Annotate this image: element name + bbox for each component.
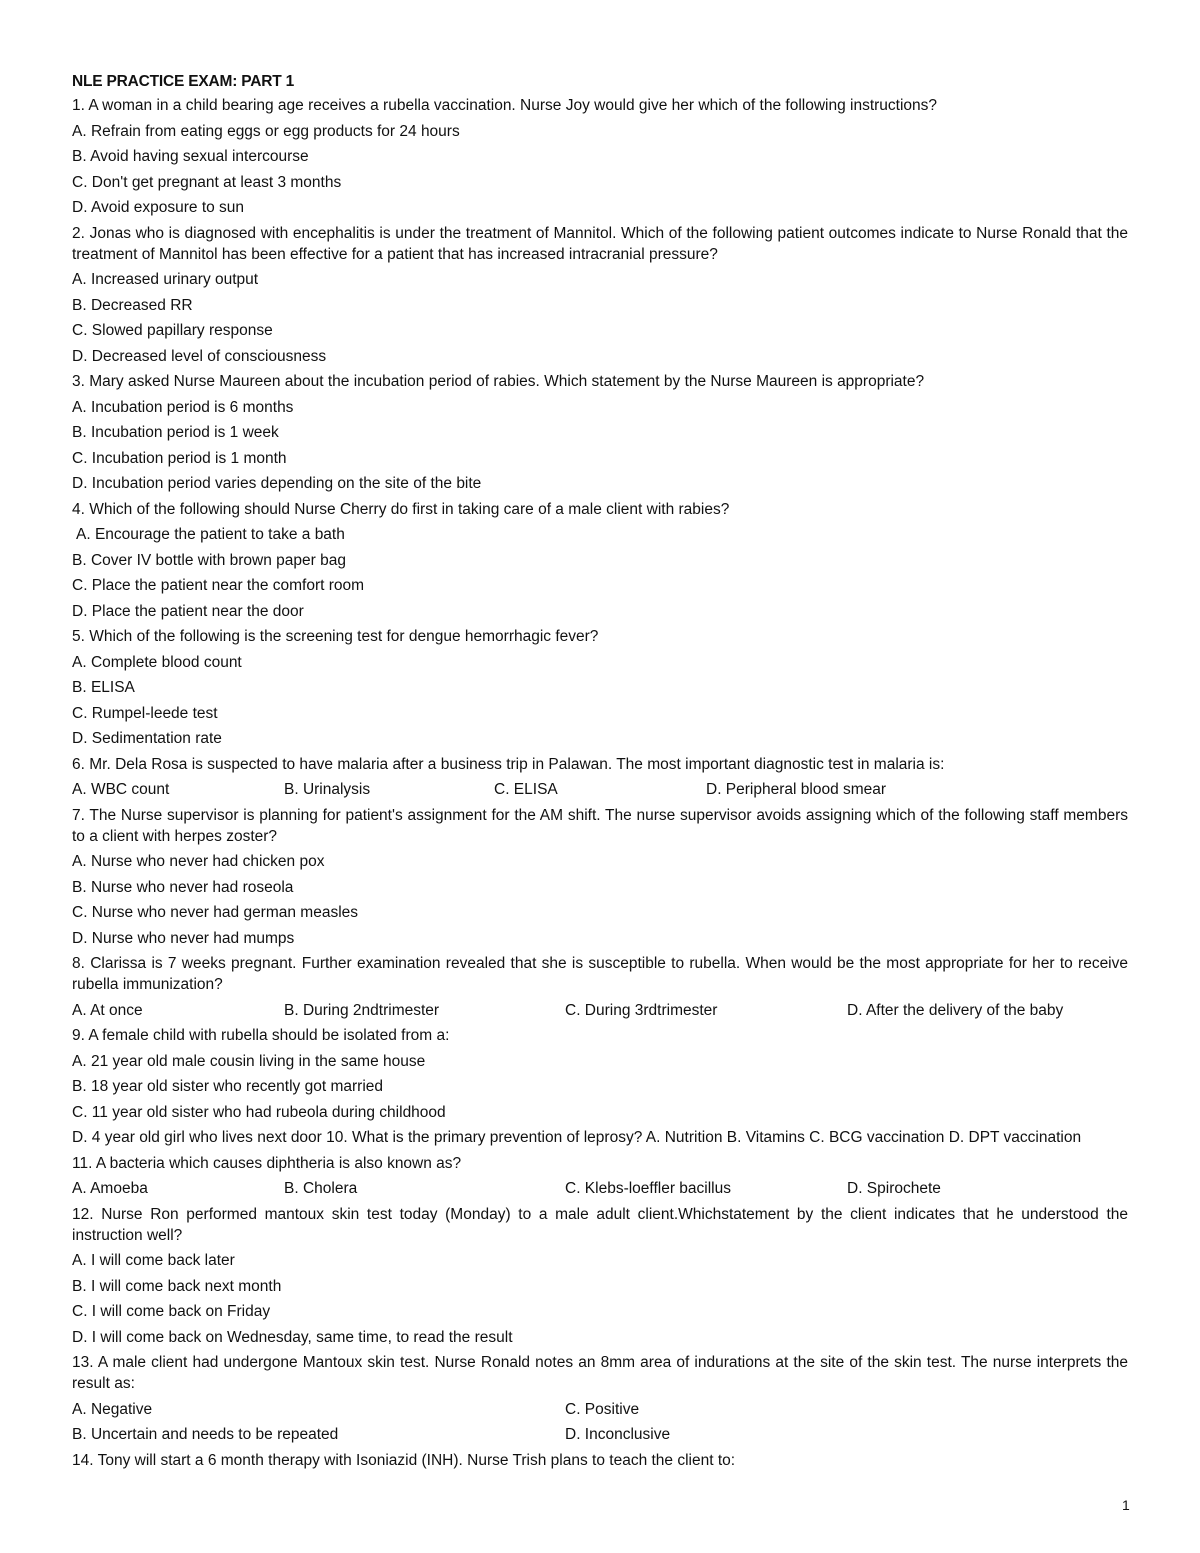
answer-choice: D. Place the patient near the door — [72, 602, 304, 620]
answer-choice: D. Sedimentation rate — [72, 730, 222, 747]
answer-choice: C. Nurse who never had german measles — [72, 904, 359, 921]
answer-choice: D. Peripheral blood smear — [706, 781, 887, 798]
answer-choice: C. Positive — [565, 1400, 640, 1418]
question-stem: 7. The Nurse supervisor is planning for patient's assignment for the AM shift. The nurse supervisor avoids assigning which of the following staff members to a client with herpes zoster? — [72, 806, 1128, 845]
answer-choice-row — [72, 1000, 1128, 1026]
answer-choice: B. I will come back next month — [72, 1277, 282, 1295]
answer-choice: B. Uncertain and needs to be repeated — [72, 1426, 339, 1443]
answer-choice: B. Cover IV bottle with brown paper bag — [72, 551, 346, 569]
page-number: 1 — [1122, 1497, 1130, 1513]
answer-choice: B. Urinalysis — [284, 781, 371, 798]
answer-choice: D. Decreased level of consciousness — [72, 347, 327, 365]
question-stem: 1. A woman in a child bearing age receives a rubella vaccination. Nurse Joy would give her which of the following instructions? — [72, 97, 938, 114]
answer-choice: A. Refrain from eating eggs or egg products for 24 hours — [72, 122, 460, 140]
answer-choice: B. During 2ndtrimester — [284, 1001, 440, 1019]
answer-choice: D. Incubation period varies depending on the site of the bite — [72, 475, 482, 492]
answer-choice: C. I will come back on Friday — [72, 1303, 271, 1320]
question-stem: 9. A female child with rubella should be isolated from a: — [72, 1027, 450, 1044]
answer-choice: A. Negative — [72, 1400, 153, 1418]
answer-choice-row — [72, 1399, 1128, 1425]
answer-choice: C. Don't get pregnant at least 3 months — [72, 173, 342, 191]
answer-choice: C. Place the patient near the comfort room — [72, 577, 365, 594]
answer-choice: D. Inconclusive — [565, 1426, 671, 1443]
answer-choice: C. ELISA — [494, 781, 558, 798]
answer-choice-row — [72, 1424, 1128, 1450]
question-stem: 11. A bacteria which causes diphtheria is also known as? — [72, 1154, 462, 1172]
answer-choice: D. I will come back on Wednesday, same time, to read the result — [72, 1328, 513, 1346]
answer-choice: A. Increased urinary output — [72, 271, 259, 288]
answer-choice: B. Cholera — [284, 1180, 358, 1197]
answer-choice: D. Spirochete — [847, 1180, 941, 1197]
answer-choice: B. Decreased RR — [72, 296, 193, 314]
answer-choice: A. I will come back later — [72, 1252, 235, 1269]
answer-choice: A. Nurse who never had chicken pox — [72, 853, 325, 870]
answer-choice: A. WBC count — [72, 781, 170, 798]
answer-choice: D. After the delivery of the baby — [847, 1001, 1064, 1019]
answer-choice: C. 11 year old sister who had rubeola during childhood — [72, 1103, 446, 1121]
question-stem: 13. A male client had undergone Mantoux skin test. Nurse Ronald notes an 8mm area of indurations at the site of the skin test. The nurse interprets the result as: — [72, 1354, 1128, 1392]
question-stem: 12. Nurse Ron performed mantoux skin test today (Monday) to a male adult client.Whichstatement by the client indicates that he understood the instruction well? — [72, 1205, 1128, 1244]
answer-choice: A. 21 year old male cousin living in the same house — [72, 1052, 426, 1070]
question-stem: 3. Mary asked Nurse Maureen about the incubation period of rabies. Which statement by the Nurse Maureen is appropriate? — [72, 373, 925, 390]
question-stem: 8. Clarissa is 7 weeks pregnant. Further examination revealed that she is susceptible to rubella. When would be the most appropriate for her to receive rubella immunization? — [72, 955, 1128, 993]
answer-choice: B. Avoid having sexual intercourse — [72, 148, 309, 165]
answer-choice-row — [72, 1178, 1128, 1204]
question-stem: 6. Mr. Dela Rosa is suspected to have malaria after a business trip in Palawan. The most important diagnostic test in malaria is: — [72, 755, 945, 773]
question-stem: 2. Jonas who is diagnosed with encephalitis is under the treatment of Mannitol. Which of the following patient outcomes indicate to Nurse Ronald that the treatment of Mannitol has been effective for a patient that has increased intracranial pressure? — [72, 224, 1128, 263]
answer-choice: D. 4 year old girl who lives next door 10. What is the primary prevention of leprosy? A. Nutrition B. Vitamins C. BCG vaccination D. DPT vaccination — [72, 1129, 1082, 1146]
answer-choice: D. Avoid exposure to sun — [72, 199, 245, 216]
answer-choice: A. Complete blood count — [72, 653, 242, 671]
answer-choice: C. During 3rdtrimester — [565, 1001, 718, 1019]
answer-choice: B. ELISA — [72, 679, 135, 696]
answer-choice: B. Nurse who never had roseola — [72, 878, 294, 896]
answer-choice: A. Incubation period is 6 months — [72, 398, 294, 416]
answer-choice: A. Amoeba — [72, 1180, 148, 1197]
question-stem: 4. Which of the following should Nurse Cherry do first in taking care of a male client with rabies? — [72, 500, 730, 518]
answer-choice: C. Incubation period is 1 month — [72, 449, 287, 467]
answer-choice: C. Klebs-loeffler bacillus — [565, 1180, 731, 1197]
question-stem: 5. Which of the following is the screening test for dengue hemorrhagic fever? — [72, 628, 599, 645]
page-title: NLE PRACTICE EXAM: PART 1 — [72, 73, 295, 90]
answer-choice: B. Incubation period is 1 week — [72, 424, 279, 441]
answer-choice: A. At once — [72, 1001, 143, 1019]
answer-choice: C. Rumpel-leede test — [72, 704, 218, 722]
question-stem: 14. Tony will start a 6 month therapy with Isoniazid (INH). Nurse Trish plans to teach the client to: — [72, 1451, 736, 1469]
answer-choice: B. 18 year old sister who recently got married — [72, 1078, 383, 1095]
answer-choice: C. Slowed papillary response — [72, 322, 273, 339]
answer-choice: A. Encourage the patient to take a bath — [76, 526, 345, 543]
answer-choice-row — [72, 779, 1128, 805]
answer-choice: D. Nurse who never had mumps — [72, 929, 295, 947]
